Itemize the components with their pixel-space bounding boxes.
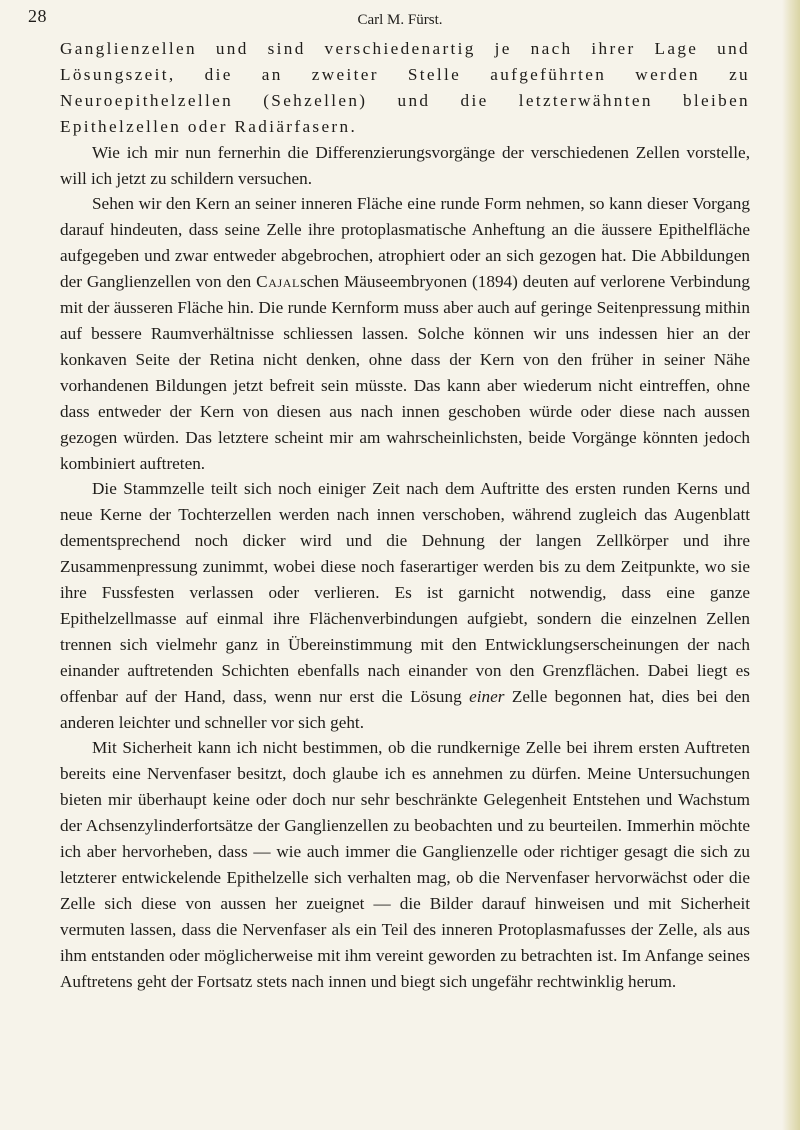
paragraph-5: Mit Sicherheit kann ich nicht bestimmen, ob die rundkernige Zelle bei ihrem ersten Auftreten bereits eine Nervenfaser besitzt, doch glaube ich es annehmen zu dürfen. Meine Untersuchungen bieten mir überhaupt keine oder doch nur sehr beschränkte Gelegenheit Entstehen und Wachstum der Achsenzylinderfortsätze der Ganglienzellen zu beobachten und zu beurteilen. Immerhin möchte ich aber hervorheben, dass — wie auch immer die Ganglienzelle oder richtiger gesagt die sich zu letzterer entwickelende Epithelzelle sich verhalten mag, ob die Nervenfaser hervorwächst oder die Zelle sich diese von aussen her zueignet — die Bilder darauf hinweisen und mit Sicherheit vermuten lassen, dass die Nervenfaser als ein Teil des inneren Protoplasmafusses der Zelle, als aus ihm entstanden oder möglicherweise mit ihm vereint geworden zu betrachten ist. Im Anfange seines Auftretens geht der Fortsatz stets nach innen und biegt sich ungefähr rechtwinklig herum. xyxy=(60,738,750,991)
paragraph-3 xyxy=(60,191,750,476)
body-text xyxy=(60,36,750,995)
paragraph-1: Ganglienzellen und sind verschiedenartig je nach ihrer Lage und Lösungszeit, die an zweiter Stelle aufgeführten werden zu Neuroepithelzellen (Sehzellen) und die letzterwähnten bleiben Epithelzellen oder Radiärfasern. xyxy=(60,39,750,136)
paragraph-4 xyxy=(60,476,750,735)
page-edge-shadow xyxy=(782,0,800,1130)
paragraph-4-part-2: Zelle begonnen hat, dies bei den anderen leichter und schneller vor sich geht. xyxy=(60,686,751,732)
running-head: Carl M. Fürst. xyxy=(357,12,443,28)
paragraph-4-part-1: Die Stammzelle teilt sich noch einiger Zeit nach dem Auftritte des ersten runden Kerns und neue Kerne der Tochterzellen werden nach innen verschoben, während zugleich das Augenblatt dementsprechend noch dicker wird und die Dehnung der langen Zellkörper und ihre Zusammenpressung zunimmt, wobei diese noch faserartiger werden bis zu dem Zeitpunkte, wo sie ihre Fussfesten verlassen oder verlieren. Es ist garnicht notwendig, dass eine ganze Epithelzellmasse auf einmal ihre Flächenverbindungen aufgiebt, sondern die einzelnen Zellen trennen sich vielmehr ganz in Übereinstimmung mit den Entwicklungserscheinungen der nach einander auftretenden Schichten ebenfalls nach einander von den Grenzflächen. Dabei liegt es offenbar auf der Hand, dass, wenn nur erst die Lösung xyxy=(60,479,750,706)
paragraph-2: Wie ich mir nun fernerhin die Differenzierungsvorgänge der verschiedenen Zellen vorstelle, will ich jetzt zu schildern versuchen. xyxy=(60,142,750,188)
emphasized-word: einer xyxy=(469,686,505,706)
paragraph-3-part-1: Sehen wir den Kern an seiner inneren Fläche eine runde Form nehmen, so kann dieser Vorgang darauf hindeuten, dass seine Zelle ihre protoplasmatische Anheftung an die äussere Epithelfläche aufgegeben und zwar entweder abgebrochen, atrophiert oder an sich gezogen hat. Die Abbildungen der Ganglienzellen von den xyxy=(60,194,750,292)
paragraph-3-part-2: schen Mäuseembryonen (1894) deuten auf verlorene Verbindung mit der äusseren Fläche hin. Die runde Kernform muss aber auch auf geringe Seitenpressung mithin auf bessere Raumverhältnisse schliessen lassen. Solche können wir uns indessen hier an der konkaven Seite der Retina nicht denken, ohne dass der Kern von den früher in seiner Nähe vorhandenen Bildungen jetzt befreit sein müsste. Das kann aber wiederum nicht eintreffen, ohne dass entweder der Kern von diesen aus nach innen geschoben würde oder diese nach aussen gezogen würden. Das letztere scheint mir am wahrscheinlichsten, beide Vorgänge könnten jedoch kombiniert auftreten. xyxy=(60,272,750,473)
author-name-cajal: Cajal xyxy=(256,272,300,292)
page-number: 28 xyxy=(28,6,47,26)
